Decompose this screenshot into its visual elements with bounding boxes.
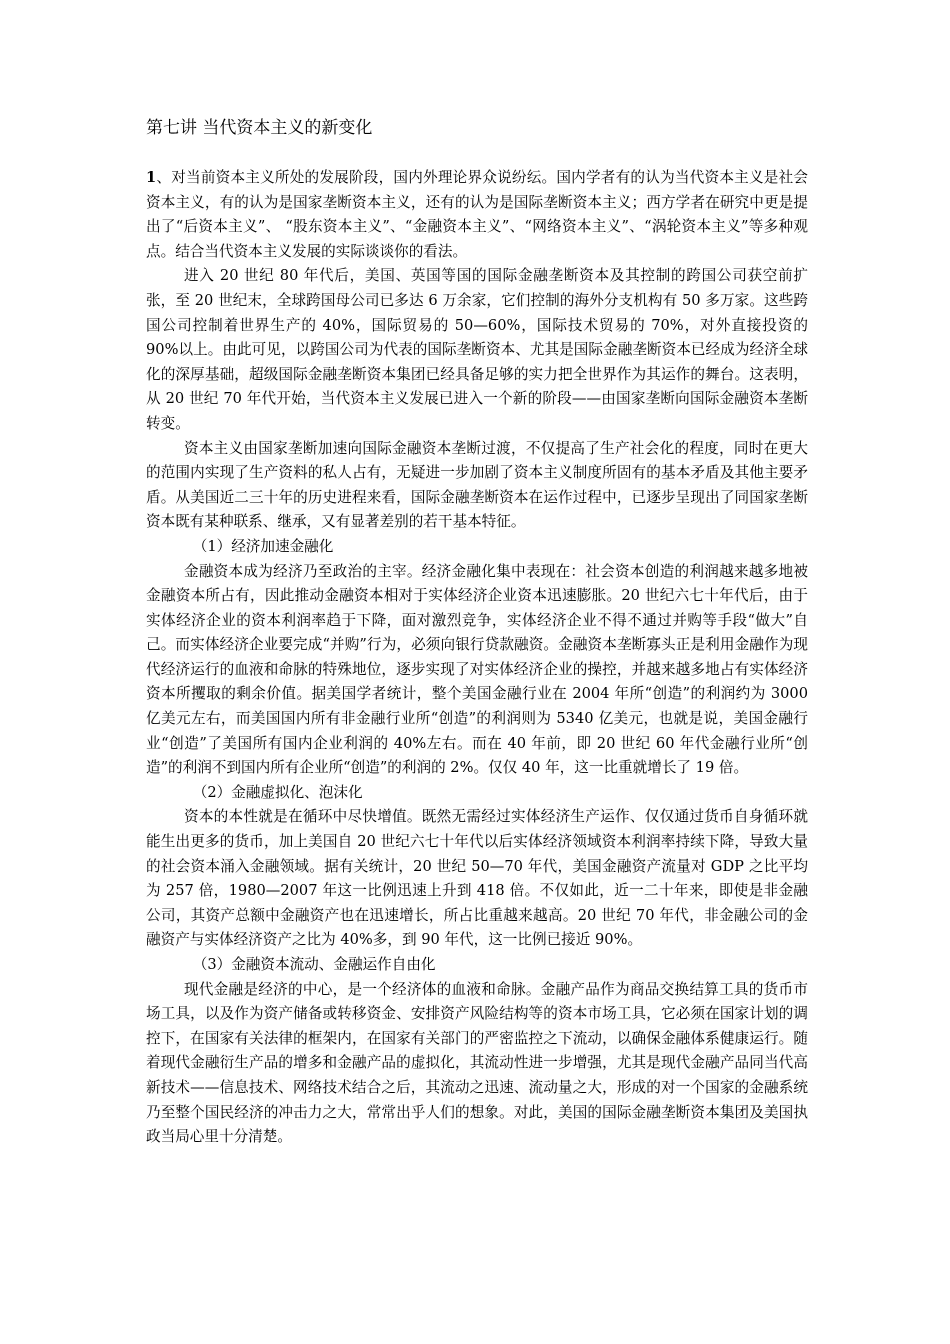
question-paragraph: [146, 166, 808, 264]
question-text: 、对当前资本主义所处的发展阶段，国内外理论界众说纷纭。国内学者有的认为当代资本主义是社会资本主义，有的认为是国家垄断资本主义，还有的认为是国际垄断资本主义；西方学者在研究中更是提出了“后资本主义”、 “股东资本主义”、“金融资本主义”、“网络资本主义”、“涡轮资本主义”等多种观点。结合当代资本主义发展的实际谈谈你的看法。: [146, 169, 808, 260]
section-heading: （2）金融虚拟化、泡沫化: [192, 783, 363, 801]
document-title: 第七讲 当代资本主义的新变化: [146, 118, 373, 138]
section-heading: （3）金融资本流动、金融运作自由化: [192, 956, 436, 973]
document-body: [146, 166, 808, 1150]
section-paragraph: 资本的本性就是在循环中尽快增值。既然无需经过实体经济生产运作、仅仅通过货币自身循环就能生出更多的货币，加上美国自 20 世纪六七十年代以后实体经济领域资本利润率持续下降，导致大量的社会资本涌入金融领域。据有关统计，20 世纪 50—70 年代，美国金融资产流量对 GDP 之比平均为 257 倍，1980—2007 年这一比例迅速上升到 418 倍。不仅如此，近一二十年来，即使是非金融公司，其资产总额中金融资产也在迅速增长，所占比重越来越高。20 世纪 70 年代，非金融公司的金融资产与实体经济资产之比为 40%多，到 90 年代，这一比例已接近 90%。: [146, 808, 808, 949]
body-paragraph: 资本主义由国家垄断加速向国际金融资本垄断过渡，不仅提高了生产社会化的程度，同时在更大的范围内实现了生产资料的私人占有，无疑进一步加剧了资本主义制度所固有的基本矛盾及其他主要矛盾。从美国近二三十年的历史进程来看，国际金融垄断资本在运作过程中，已逐步呈现出了同国家垄断资本既有某种联系、继承，又有显著差别的若干基本特征。: [146, 439, 808, 531]
body-paragraph: 进入 20 世纪 80 年代后，美国、英国等国的国际金融垄断资本及其控制的跨国公司获空前扩张，至 20 世纪末，全球跨国母公司已多达 6 万余家，它们控制的海外分支机构有 50 多万家。这些跨国公司控制着世界生产的 40%，国际贸易的 50—60%，国际技术贸易的 70%，对外直接投资的 90%以上。由此可见，以跨国公司为代表的国际垄断资本、尤其是国际金融垄断资本已经成为经济全球化的深厚基础，超级国际金融垄断资本集团已经具备足够的实力把全世界作为其运作的舞台。这表明，从 20 世纪 70 年代开始，当代资本主义发展已进入一个新的阶段——由国家垄断向国际金融资本垄断转变。: [146, 267, 808, 432]
section-paragraph: 现代金融是经济的中心，是一个经济体的血液和命脉。金融产品作为商品交换结算工具的货币市场工具，以及作为资产储备或转移资金、安排资产风险结构等的资本市场工具，它必须在国家计划的调控下，在国家有关法律的框架内，在国家有关部门的严密监控之下流动，以确保金融体系健康运行。随着现代金融衍生产品的增多和金融产品的虚拟化，其流动性进一步增强，尤其是现代金融产品同当代高新技术——信息技术、网络技术结合之后，其流动之迅速、流动量之大，形成的对一个国家的金融系统乃至整个国民经济的冲击力之大，常常出乎人们的想象。对此，美国的国际金融垄断资本集团及美国执政当局心里十分清楚。: [146, 980, 808, 1146]
section-heading: （1）经济加速金融化: [192, 537, 334, 555]
question-number: 1: [146, 169, 157, 186]
section-paragraph: 金融资本成为经济乃至政治的主宰。经济金融化集中表现在：社会资本创造的利润越来越多地被金融资本所占有，因此推动金融资本相对于实体经济企业资本迅速膨胀。20 世纪六七十年代后，由于实体经济企业的资本利润率趋于下降，面对激烈竞争，实体经济企业不得不通过并购等手段“做大”自己。而实体经济企业要完成“并购”行为，必须向银行贷款融资。金融资本垄断寡头正是利用金融作为现代经济运行的血液和命脉的特殊地位，逐步实现了对实体经济企业的操控，并越来越多地占有实体经济资本所攫取的剩余价值。据美国学者统计，整个美国金融行业在 2004 年所“创造”的利润约为 3000 亿美元左右，而美国国内所有非金融行业所“创造”的利润则为 5340 亿美元，也就是说，美国金融行业“创造”了美国所有国内企业利润的 40%左右。而在 40 年前，即 20 世纪 60 年代金融行业所“创造”的利润不到国内所有企业所“创造”的利润的 2%。仅仅 40 年，这一比重就增长了 19 倍。: [146, 562, 808, 777]
